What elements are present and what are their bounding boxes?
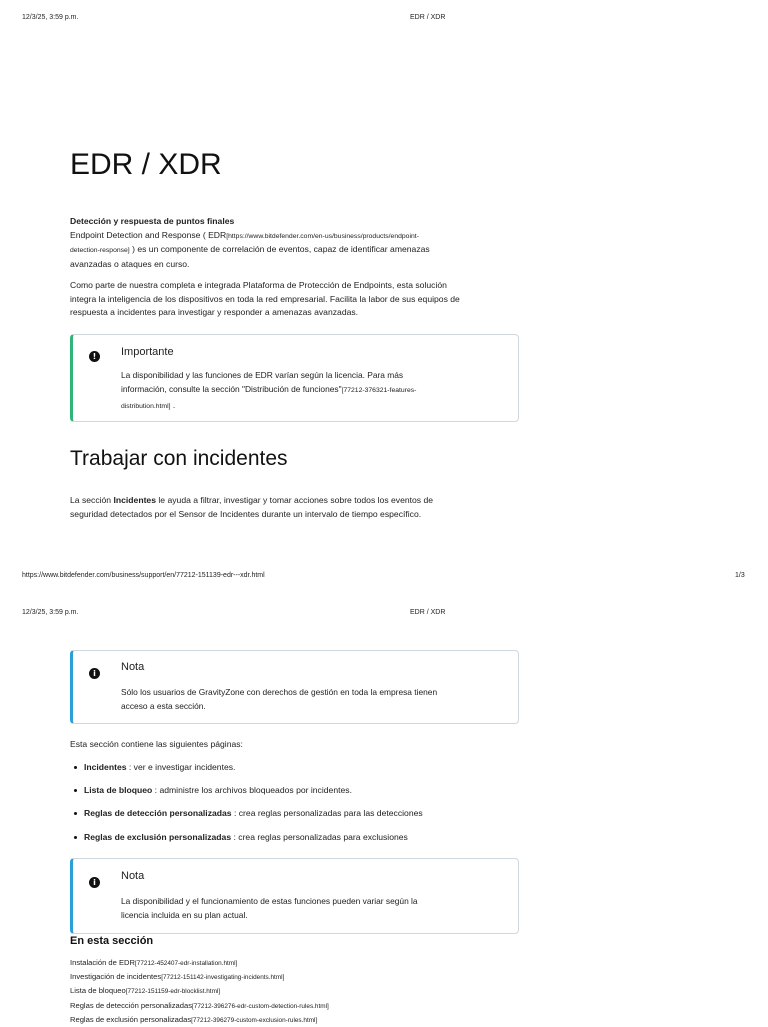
intro-line-3: avanzadas o ataques en curso. — [70, 258, 190, 269]
link-text[interactable]: Investigación de incidentes — [70, 972, 162, 982]
incidents-bold: Incidentes — [113, 495, 156, 505]
section-link[interactable] — [70, 984, 329, 998]
print-header-datetime: 12/3/25, 3:59 p.m. — [22, 14, 79, 21]
info-circle-icon: i — [89, 877, 100, 888]
print-footer-page: 1/3 — [735, 572, 745, 579]
link-text[interactable]: Reglas de detección personalizadas — [70, 1000, 193, 1010]
list-item-text: : crea reglas personalizadas para las detecciones — [231, 808, 423, 819]
note-callout-2 — [70, 858, 519, 934]
link-ref[interactable]: [77212-151142-investigating-incidents.html] — [161, 974, 285, 982]
list-item-bold: Lista de bloqueo — [84, 785, 153, 796]
note2-line-1: La disponibilidad y el funcionamiento de estas funciones pueden variar según la — [121, 896, 418, 906]
note-title: Nota — [121, 661, 145, 673]
link-text[interactable]: Reglas de exclusión personalizadas — [70, 1014, 192, 1024]
link-text[interactable]: Lista de bloqueo — [70, 986, 126, 996]
section-links — [70, 956, 329, 1027]
features-link-cont[interactable]: distribution.html] — [121, 403, 171, 410]
link-ref[interactable]: [77212-396276-edr-custom-detection-rules.html] — [192, 1002, 329, 1010]
edr-link[interactable]: [https://www.bitdefender.com/en-us/business/products/endpoint- — [226, 232, 419, 240]
link-ref[interactable]: [77212-452407-edr-installation.html] — [135, 960, 238, 967]
section-title: Trabajar con incidentes — [70, 447, 288, 470]
intro-line-1 — [70, 229, 525, 244]
in-section-title: En esta sección — [70, 935, 154, 947]
incidents-line-2: seguridad detectados por el Sensor de Incidentes durante un intervalo de tiempo específico. — [70, 508, 422, 519]
list-item-bold: Incidentes — [84, 762, 127, 772]
incidents-line-1 — [70, 494, 525, 508]
list-item — [70, 807, 423, 830]
list-item-text: : administre los archivos bloqueados por incidentes. — [152, 785, 352, 796]
platform-line-3: respuesta a incidentes para investigar y responder a amenazas avanzadas. — [70, 307, 359, 318]
incidents-paragraph — [70, 494, 525, 521]
features-link[interactable]: [77212-376321-features- — [341, 387, 417, 394]
print-header-title-2: EDR / XDR — [410, 609, 446, 616]
list-item-text: : ver e investigar incidentes. — [126, 762, 236, 772]
callout-text: información, consulte la sección "Distribución de funciones" — [121, 384, 342, 394]
note-line-2: acceso a esta sección. — [121, 701, 206, 711]
list-intro: Esta sección contiene las siguientes páginas: — [70, 739, 243, 749]
list-item — [70, 831, 423, 854]
edr-link-cont[interactable]: detection-response] — [70, 247, 130, 255]
exclamation-circle-icon: ! — [89, 351, 100, 362]
section-link[interactable] — [70, 1013, 329, 1027]
intro-heading: Detección y respuesta de puntos finales — [70, 216, 235, 226]
incidents-pre: La sección — [70, 495, 114, 505]
callout-body — [121, 368, 481, 414]
platform-line-1: Como parte de nuestra completa e integrada Plataforma de Protección de Endpoints, esta solución — [70, 280, 447, 290]
list-item-text: : crea reglas personalizadas para exclusiones — [231, 831, 408, 842]
platform-paragraph — [70, 279, 525, 320]
callout-end: . — [170, 400, 176, 410]
list-item — [70, 784, 423, 807]
callout-title: Importante — [121, 346, 174, 358]
print-header-title: EDR / XDR — [410, 14, 446, 21]
note-title-2: Nota — [121, 870, 145, 882]
info-circle-icon: i — [89, 668, 100, 679]
platform-line-2: integra la inteligencia de los dispositivos en toda la red empresarial. Facilita la labor de sus equipos de — [70, 293, 460, 304]
list-item-bold: Reglas de detección personalizadas — [84, 808, 232, 819]
note-body-2 — [121, 894, 481, 922]
link-ref[interactable]: [77212-396279-custom-exclusion-rules.html] — [191, 1016, 318, 1024]
page-title: EDR / XDR — [70, 148, 222, 181]
callout-line-2 — [121, 382, 481, 398]
link-text[interactable]: Instalación de EDR — [70, 958, 136, 967]
note2-line-2: licencia incluida en su plan actual. — [121, 910, 248, 920]
intro-text-2: ) es un componente de correlación de eventos, capaz de identificar amenazas — [129, 244, 430, 255]
important-callout — [70, 334, 519, 422]
note-callout-1 — [70, 650, 519, 724]
pages-list — [70, 761, 423, 854]
list-item — [70, 761, 423, 784]
intro-line-2 — [70, 243, 525, 258]
incidents-post: le ayuda a filtrar, investigar y tomar acciones sobre todos los eventos de — [156, 495, 434, 505]
intro-text: Endpoint Detection and Response ( EDR — [70, 229, 227, 240]
note-line-1: Sólo los usuarios de GravityZone con derechos de gestión en toda la empresa tienen — [121, 687, 438, 697]
callout-line-3 — [121, 398, 481, 414]
list-item-bold: Reglas de exclusión personalizadas — [84, 831, 232, 842]
section-link[interactable] — [70, 956, 329, 970]
print-header-datetime-2: 12/3/25, 3:59 p.m. — [22, 609, 79, 616]
link-ref[interactable]: [77212-151159-edr-blocklist.html] — [125, 988, 221, 996]
intro-paragraph — [70, 215, 525, 271]
callout-line-1: La disponibilidad y las funciones de EDR varían según la licencia. Para más — [121, 370, 404, 380]
section-link[interactable] — [70, 970, 329, 984]
print-footer-url: https://www.bitdefender.com/business/support/en/77212-151139-edr---xdr.html — [22, 572, 265, 579]
section-link[interactable] — [70, 999, 329, 1013]
note-body — [121, 685, 481, 713]
